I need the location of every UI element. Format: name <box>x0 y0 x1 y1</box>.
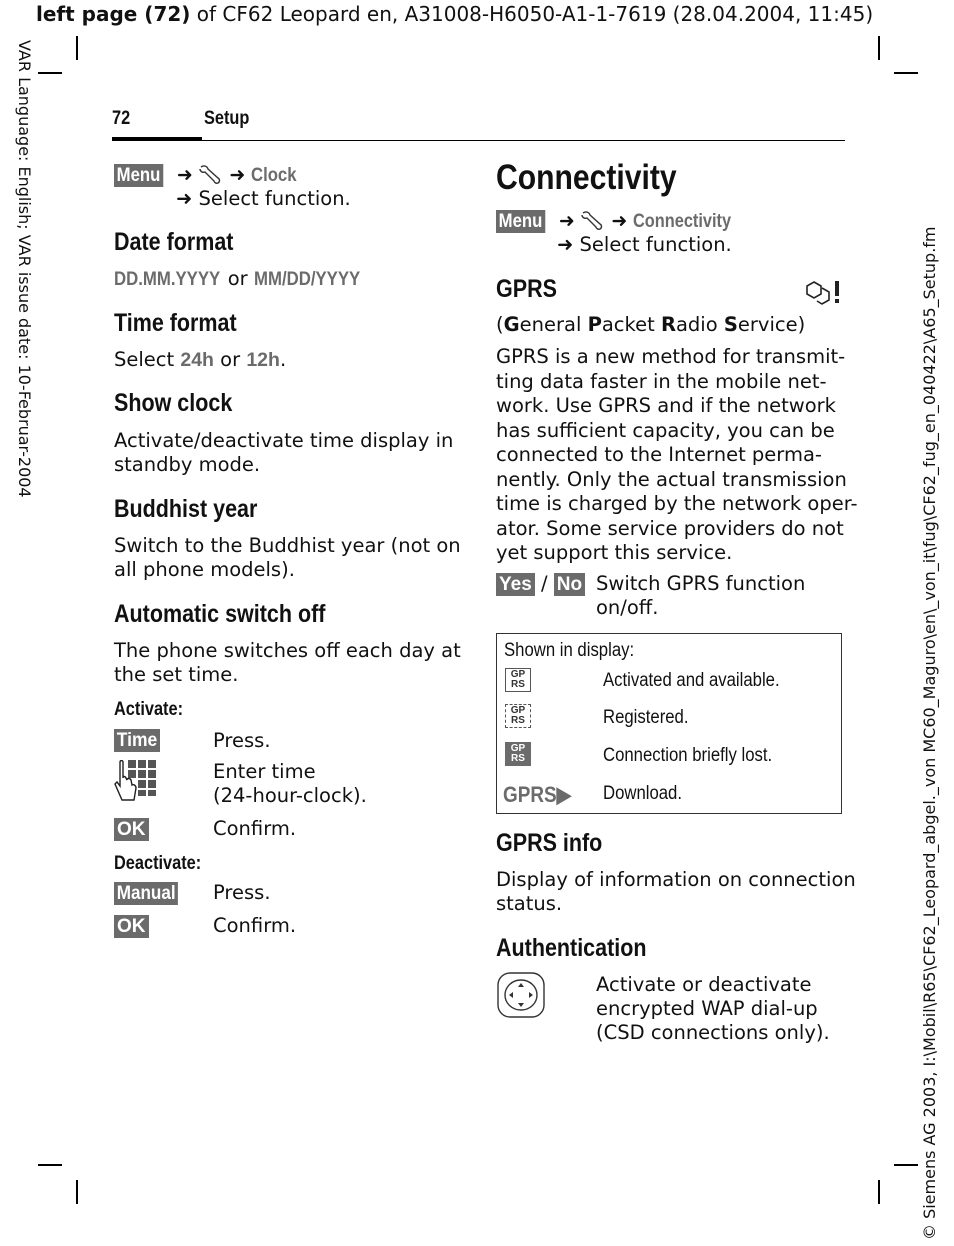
enter-time-text-2: (24-hour-clock). <box>213 784 367 807</box>
gprs-available-icon: GP RS <box>505 668 531 692</box>
confirm-text: Confirm. <box>213 817 297 840</box>
time-key-row <box>114 729 164 752</box>
no-key[interactable]: No <box>554 573 585 596</box>
arrow-icon: ➜ <box>611 211 628 232</box>
clock-menu-path <box>114 163 302 187</box>
press-text-2: Press. <box>213 881 271 904</box>
crop-mark <box>38 72 62 74</box>
auto-switch-off-heading: Automatic switch off <box>114 600 326 628</box>
display-table-text: Activated and available. <box>603 670 780 691</box>
crop-mark <box>894 72 918 74</box>
authentication-heading: Authentication <box>496 934 647 962</box>
gprs-heading: GPRS <box>496 275 557 303</box>
time-format-heading: Time format <box>114 309 237 337</box>
enter-time-text-1: Enter time <box>213 760 316 783</box>
gprs-desc-line: work. Use GPRS and if the network <box>496 394 836 417</box>
connectivity-title: Connectivity <box>496 158 677 197</box>
connectivity-menu-item: Connectivity <box>632 211 731 232</box>
gprs-info-text-1: Display of information on connection <box>496 868 856 891</box>
auto-switch-off-text-1: The phone switches off each day at <box>114 639 461 662</box>
ok-key-row-2 <box>114 915 149 938</box>
press-text: Press. <box>213 729 271 752</box>
display-table-text: Connection briefly lost. <box>603 745 773 766</box>
crop-mark <box>878 1180 880 1204</box>
gprs-desc-line: ator. Some service providers do not <box>496 516 844 540</box>
select-function-text-2: ➜ Select function. <box>557 233 732 256</box>
print-header: left page (72) of CF62 Leopard en, A31008-H6050-A1-1-7619 (28.04.2004, 11:45) <box>36 2 874 26</box>
gprs-info-text-2: status. <box>496 892 563 915</box>
display-table-title: Shown in display: <box>504 640 635 661</box>
authentication-text-2: encrypted WAP dial-up <box>596 997 818 1020</box>
buddhist-year-text-2: all phone models). <box>114 558 295 581</box>
time-key[interactable]: Time <box>114 729 160 752</box>
deactivate-label: Deactivate: <box>114 853 202 874</box>
network-dependent-icon <box>804 279 842 305</box>
time-format-options: Select 24h or 12h. <box>114 348 287 371</box>
show-clock-text-1: Activate/deactivate time display in <box>114 429 454 452</box>
show-clock-text-2: standby mode. <box>114 453 261 476</box>
navigation-key-icon <box>496 971 546 1019</box>
crop-mark <box>894 1164 918 1166</box>
manual-key[interactable]: Manual <box>114 882 178 905</box>
date-format-options: DD.MM.YYYY or MM/DD/YYYY <box>114 267 361 290</box>
gprs-desc-line: time is charged by the network oper- <box>496 492 858 515</box>
page-number: 72 <box>112 108 131 129</box>
buddhist-year-text-1: Switch to the Buddhist year (not on <box>114 534 461 557</box>
select-function-text: ➜ Select function. <box>176 187 351 210</box>
menu-key-2[interactable]: Menu <box>496 210 545 233</box>
connectivity-menu-path <box>496 209 747 233</box>
switch-gprs-text-1: Switch GPRS function <box>596 572 806 595</box>
confirm-text-2: Confirm. <box>213 914 297 937</box>
crop-mark <box>76 36 78 60</box>
gprs-desc-line: yet support this service. <box>496 541 733 564</box>
yes-key[interactable]: Yes <box>496 573 535 596</box>
crop-mark <box>76 1180 78 1204</box>
buddhist-year-heading: Buddhist year <box>114 495 258 523</box>
auto-switch-off-text-2: the set time. <box>114 663 239 686</box>
arrow-icon: ➜ <box>176 165 193 186</box>
ok-key[interactable]: OK <box>114 818 149 841</box>
clock-menu-item: Clock <box>250 165 297 186</box>
gprs-info-heading: GPRS info <box>496 829 603 857</box>
gprs-download-icon: GPRS▶ <box>503 782 572 807</box>
show-clock-heading: Show clock <box>114 389 233 417</box>
section-title: Setup <box>204 108 250 129</box>
yes-no-keys: Yes / No <box>496 572 585 597</box>
gprs-acronym: (General Packet Radio Service) <box>496 313 806 336</box>
header-rule <box>112 140 845 141</box>
arrow-icon: ➜ <box>229 165 246 186</box>
activate-label: Activate: <box>114 699 184 720</box>
authentication-text-3: (CSD connections only). <box>596 1021 830 1044</box>
settings-wrench-icon <box>198 163 224 185</box>
gprs-lost-icon: GP RS <box>505 742 531 766</box>
gprs-desc-line: nently. Only the actual transmission <box>496 467 847 491</box>
display-table-text: Download. <box>603 783 683 804</box>
crop-mark <box>878 36 880 60</box>
gprs-desc-line: has sufficient capacity, you can be <box>496 418 835 442</box>
ok-key-2[interactable]: OK <box>114 915 149 938</box>
gprs-desc-line: ting data faster in the mobile net- <box>496 369 827 393</box>
crop-mark <box>38 1164 62 1166</box>
settings-wrench-icon <box>580 209 606 231</box>
arrow-icon: ➜ <box>558 211 575 232</box>
keypad-icon <box>114 760 156 804</box>
side-note-left: VAR Language: English; VAR issue date: 10-Februar-2004 <box>15 40 34 498</box>
date-format-heading: Date format <box>114 228 234 256</box>
gprs-registered-icon: GP RS <box>505 704 531 728</box>
gprs-desc-line: connected to the Internet perma- <box>496 443 822 466</box>
authentication-text-1: Activate or deactivate <box>596 973 812 996</box>
ok-key-row <box>114 818 149 841</box>
display-table-text: Registered. <box>603 707 689 728</box>
gprs-desc-line: GPRS is a new method for transmit- <box>496 345 846 368</box>
switch-gprs-text-2: on/off. <box>596 596 659 619</box>
manual-key-row <box>114 882 185 905</box>
menu-key[interactable]: Menu <box>114 164 163 187</box>
